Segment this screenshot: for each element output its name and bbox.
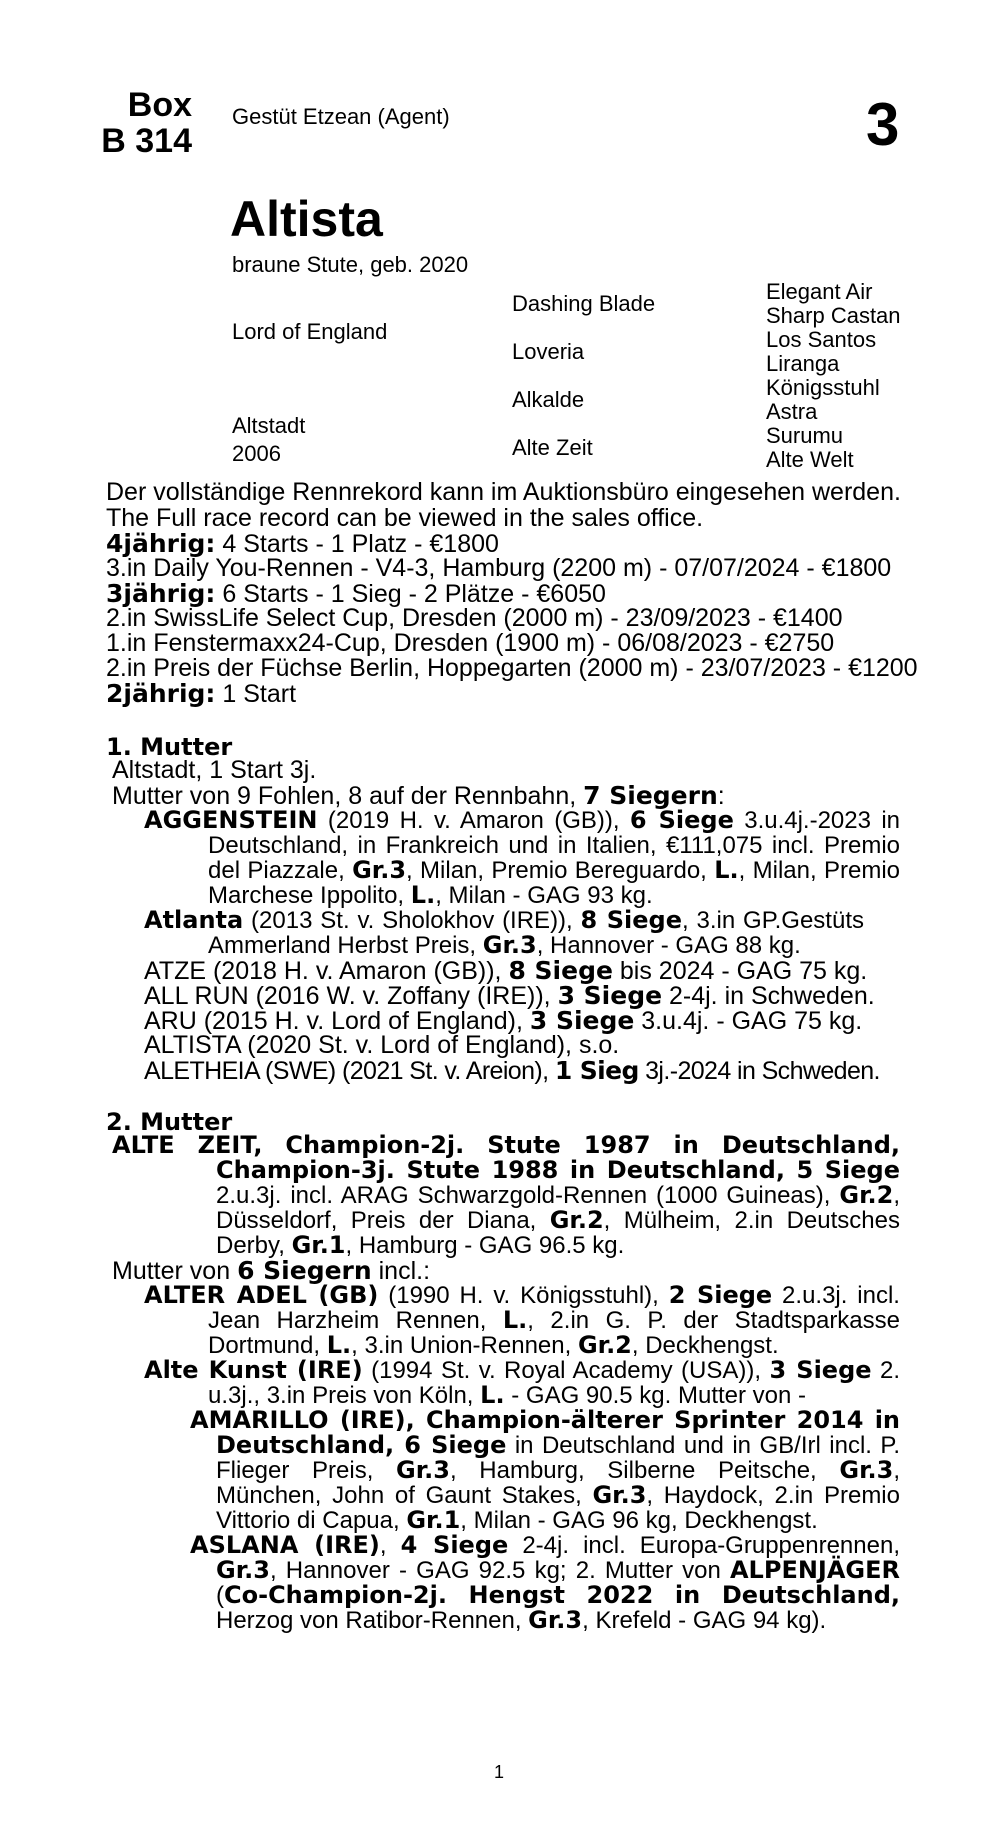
foal-text: ( (216, 1582, 224, 1609)
dam2-text: , Mülheim, 2.in Deutsches Derby, (216, 1207, 900, 1259)
foal-text: , Hannover - GAG 92.5 kg; 2. Mutter von (269, 1557, 730, 1584)
record-age2 (106, 681, 906, 707)
record-note-de: Der vollständige Rennrekord kann im Auktionsbüro eingesehen werden. (106, 478, 901, 506)
dam2-mother-text: Mutter von (112, 1257, 238, 1285)
foal-wins: 8 Siege (580, 906, 683, 934)
dam2-grade: Gr.2 (549, 1206, 604, 1234)
foal-text: 2.u.3j. incl. Jean Harzheim Rennen, (208, 1282, 900, 1334)
foal-text: ALETHEIA (SWE) (2021 St. v. Areion), (144, 1057, 555, 1085)
foal-name: Atlanta (144, 906, 244, 934)
foal-champion: , Champion-älterer Sprinter 2014 in Deutschland, 6 Siege (216, 1406, 901, 1459)
dam1-winners: 7 Siegern (583, 781, 718, 810)
foal-text: , Milan - GAG 93 kg. (435, 882, 653, 909)
foal-text: (2019 H. v. Amaron (GB)), (317, 807, 630, 834)
foal-grade: L. (480, 1381, 505, 1409)
foal-name: AGGENSTEIN (144, 806, 318, 834)
foal-text: , Milan, Premio Bereguardo, (406, 857, 715, 884)
foal-wins: 1 Sieg (554, 1056, 639, 1085)
pedigree-dam-year: 2006 (232, 441, 281, 466)
record-age3-summary: 6 Starts - 1 Sieg - 2 Plätze - €6050 (215, 580, 606, 608)
foal-wins: 3 Siege (557, 981, 663, 1010)
foal-text: bis 2024 - GAG 75 kg. (612, 957, 868, 985)
pedigree-sire: Lord of England (232, 319, 388, 344)
dam2-foal (144, 1358, 900, 1408)
foal-text: ALL RUN (2016 W. v. Zoffany (IRE)), (144, 982, 558, 1010)
dam2-champion: , Champion-2j. Stute 1987 in Deutschland, Champion-3j. Stute 1988 in Deutschland, 5 Siege (216, 1131, 900, 1184)
foal-text: - GAG 90.5 kg. Mutter von - (504, 1382, 807, 1409)
foal-text: (1994 St. v. Royal Academy (USA)), (362, 1357, 770, 1384)
box-label: Box (127, 86, 192, 124)
record-age3-race: 2.in Preis der Füchse Berlin, Hoppegarten (2000 m) - 23/07/2023 - €1200 (106, 654, 918, 682)
foal-text: ALTISTA (2020 St. v. Lord of England), s.o. (144, 1031, 620, 1059)
record-age3-race: 2.in SwissLife Select Cup, Dresden (2000 m) - 23/09/2023 - €1400 (106, 604, 843, 632)
foal-text: ARU (2015 H. v. Lord of England), (144, 1007, 530, 1035)
foal-grade: Gr.3 (396, 1456, 450, 1484)
dam2-grandfoal (190, 1408, 900, 1533)
foal-champion: Co-Champion-2j. Hengst 2022 in Deutschland, (224, 1581, 900, 1609)
foal-grade: L. (410, 881, 436, 909)
dam1-line2-text: Mutter von 9 Fohlen, 8 auf der Rennbahn, (112, 782, 584, 810)
foal-wins: 3 Siege (769, 1356, 872, 1384)
lot-number: 3 (866, 91, 900, 158)
dam2-text: 2.u.3j. incl. ARAG Schwarzgold-Rennen (1000 Guineas), (216, 1182, 840, 1209)
dam1-foal (144, 958, 867, 984)
horse-description: braune Stute, geb. 2020 (232, 252, 469, 277)
record-age4-race: 3.in Daily You-Rennen - V4-3, Hamburg (2200 m) - 07/07/2024 - €1800 (106, 554, 892, 582)
foal-grade: Gr.3 (592, 1481, 647, 1509)
foal-grade: Gr.2 (577, 1331, 632, 1359)
pedigree-dam-sire: Alkalde (512, 387, 585, 412)
foal-name: ALPENJÄGER (729, 1556, 900, 1584)
box-number: B 314 (101, 122, 192, 160)
foal-text: ATZE (2018 H. v. Amaron (GB)), (144, 957, 509, 985)
foal-wins: 2 Siege (668, 1281, 773, 1309)
pedigree-gen3-4: Liranga (766, 351, 840, 376)
record-age2-summary: 1 Start (215, 680, 297, 708)
foal-grade: Gr.3 (528, 1606, 583, 1634)
dam1-foal (144, 983, 875, 1009)
record-age3-label: 3jährig: (106, 579, 216, 608)
foal-text: , München, John of Gaunt Stakes, (216, 1457, 900, 1509)
foal-text: , 3.in Union-Rennen, (351, 1332, 578, 1359)
foal-text: 3.u.4j.-2023 in Deutschland, in Frankreich und in Italien, €111,075 incl. Premio del Piazzale, (208, 807, 900, 884)
consignor: Gestüt Etzean (Agent) (232, 104, 450, 129)
dam1-heading: 1. Mutter (106, 733, 233, 761)
foal-text: , Hamburg, Silberne Peitsche, (449, 1457, 840, 1484)
horse-name: Altista (230, 191, 383, 247)
dam2-entry (112, 1133, 900, 1258)
dam2-text: , Düsseldorf, Preis der Diana, (216, 1182, 900, 1234)
foal-text: 2. u.3j., 3.in Preis von Köln, (208, 1357, 901, 1409)
pedigree-sire-dam: Loveria (512, 339, 585, 364)
foal-name: AMARILLO (IRE) (190, 1406, 406, 1434)
dam2-winners: 6 Siegern (237, 1256, 372, 1285)
record-age3-race: 1.in Fenstermaxx24-Cup, Dresden (1900 m) - 06/08/2023 - €2750 (106, 629, 835, 657)
pedigree-sire-sire: Dashing Blade (512, 291, 656, 316)
dam2-text: , Hamburg - GAG 96.5 kg. (345, 1232, 625, 1259)
foal-grade: L. (714, 856, 739, 884)
foal-grade: L. (326, 1331, 352, 1359)
foal-wins: 6 Siege (629, 806, 734, 834)
foal-text: (1990 H. v. Königsstuhl), (378, 1282, 669, 1309)
pedigree-dam-dam: Alte Zeit (512, 435, 593, 460)
record-age2-label: 2jährig: (106, 679, 216, 708)
dam2-name: ALTE ZEIT (112, 1131, 254, 1159)
dam2-heading: 2. Mutter (106, 1108, 233, 1136)
dam2-grade: Gr.2 (839, 1181, 894, 1209)
foal-text: , Milan - GAG 96 kg, Deckhengst. (460, 1507, 818, 1534)
dam1-line1: Altstadt, 1 Start 3j. (112, 756, 317, 784)
dam2-grade: Gr.1 (291, 1231, 346, 1259)
foal-text: , Krefeld - GAG 94 kg). (582, 1607, 827, 1634)
pedigree-gen3-7: Surumu (766, 423, 844, 448)
foal-wins: 4 Siege (400, 1531, 509, 1559)
foal-wins: 8 Siege (508, 956, 613, 985)
dam2-foal (144, 1283, 900, 1358)
pedigree-gen3-5: Königsstuhl (766, 375, 880, 400)
foal-name: ASLANA (IRE) (190, 1531, 380, 1559)
foal-text: 2-4j. incl. Europa-Gruppenrennen, (508, 1532, 900, 1559)
dam1-foal (144, 1033, 619, 1058)
foal-text: , Deckhengst. (631, 1332, 779, 1359)
record-age4-summary: 4 Starts - 1 Platz - €1800 (215, 530, 499, 558)
foal-text: , Milan, Premio Marchese Ippolito, (208, 857, 900, 909)
foal-grade: Gr.1 (406, 1506, 461, 1534)
dam1-foal (144, 808, 900, 908)
foal-text: , 3.in GP.Gestüts Ammerland Herbst Preis, (208, 907, 864, 959)
dam1-foal (144, 908, 864, 958)
foal-text: 3j.-2024 in Schweden. (638, 1057, 880, 1085)
pedigree-gen3-1: Elegant Air (766, 279, 873, 304)
foal-text: (2013 St. v. Sholokhov (IRE)), (243, 907, 581, 934)
foal-grade: Gr.3 (839, 1456, 894, 1484)
dam1-foal (144, 1058, 880, 1084)
pedigree-gen3-3: Los Santos (766, 327, 877, 352)
record-age4-label: 4jährig: (106, 529, 216, 558)
pedigree-gen3-2: Sharp Castan (766, 303, 901, 328)
page-number: 1 (494, 1762, 505, 1782)
foal-name: Alte Kunst (IRE) (144, 1356, 363, 1384)
foal-text: , (379, 1532, 401, 1559)
dam2-mother-text: incl.: (371, 1257, 431, 1285)
dam2-grandfoal (190, 1533, 900, 1633)
foal-grade: Gr.3 (216, 1556, 270, 1584)
foal-name: ALTER ADEL (GB) (144, 1281, 379, 1309)
dam1-line2-colon: : (717, 782, 725, 810)
record-note-en: The Full race record can be viewed in the sales office. (106, 504, 704, 532)
foal-grade: Gr.3 (482, 931, 537, 959)
pedigree-gen3-8: Alte Welt (766, 447, 854, 472)
foal-text: Herzog von Ratibor-Rennen, (216, 1607, 529, 1634)
foal-text: 3.u.4j. - GAG 75 kg. (634, 1007, 863, 1035)
foal-text: , Haydock, 2.in Premio Vittorio di Capua, (216, 1482, 900, 1534)
foal-grade: L. (502, 1306, 528, 1334)
pedigree-dam: Altstadt (232, 413, 306, 438)
pedigree-gen3-6: Astra (766, 399, 818, 424)
foal-text: in Deutschland und in GB/Irl incl. P. Flieger Preis, (216, 1432, 900, 1484)
foal-text: , 2.in G. P. der Stadtsparkasse Dortmund, (208, 1307, 901, 1359)
foal-text: , Hannover - GAG 88 kg. (536, 932, 801, 959)
foal-wins: 3 Siege (529, 1006, 635, 1035)
foal-text: 2-4j. in Schweden. (662, 982, 875, 1010)
foal-grade: Gr.3 (352, 856, 407, 884)
